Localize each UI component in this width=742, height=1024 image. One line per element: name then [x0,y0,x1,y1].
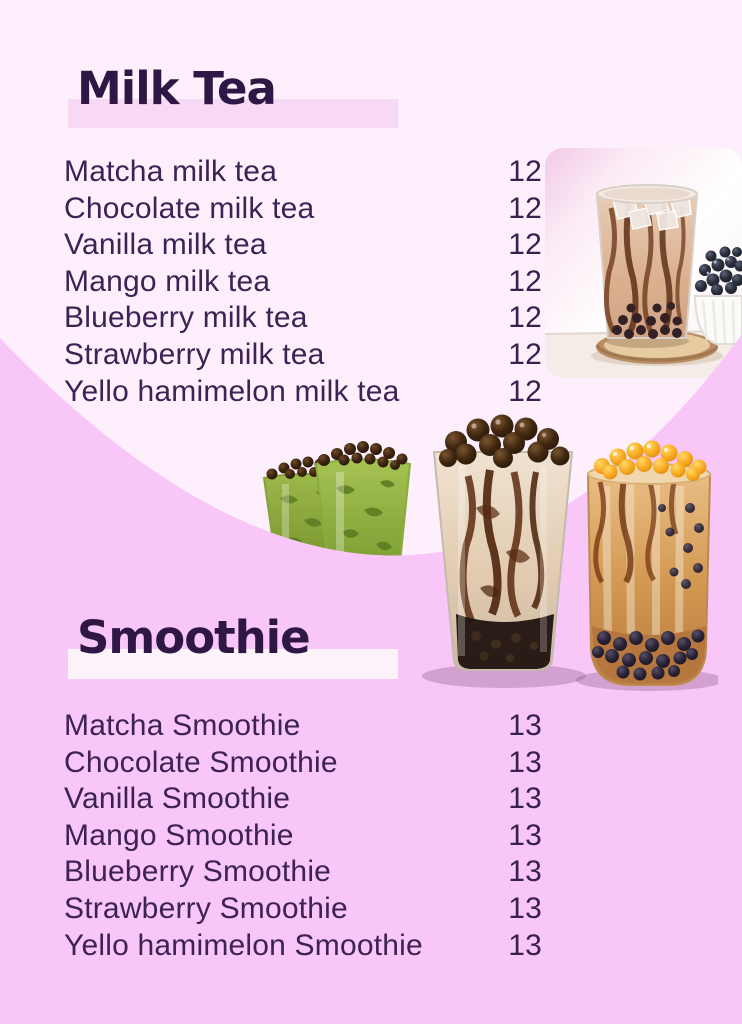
menu-item-row [64,300,542,337]
item-price: 12 [508,155,542,188]
item-name: Mango milk tea [64,264,271,298]
menu-item-row [64,708,542,745]
item-name: Yello hamimelon milk tea [64,374,400,408]
item-price: 12 [508,191,542,225]
item-price: 13 [508,891,542,925]
milk-tea-section-title: Milk Tea [77,62,276,115]
item-price: 13 [508,709,542,742]
item-price: 12 [508,228,542,262]
menu-item-row [64,374,542,411]
menu-item-row [64,191,542,228]
menu-item-row [64,854,542,891]
menu-item-row [64,928,542,965]
item-price: 13 [508,855,542,889]
menu-item-row [64,745,542,782]
menu-item-row [64,818,542,855]
smoothie-section-title: Smoothie [77,611,310,664]
item-name: Chocolate Smoothie [64,745,338,779]
item-name: Mango Smoothie [64,818,294,852]
milk-tea-list [64,154,542,410]
menu-item-row [64,154,542,191]
item-name: Strawberry Smoothie [64,891,348,925]
menu-item-row [64,264,542,301]
item-name: Matcha Smoothie [64,709,301,742]
menu-item-row [64,781,542,818]
item-name: Vanilla milk tea [64,228,267,262]
item-name: Vanilla Smoothie [64,782,291,816]
item-price: 13 [508,928,542,962]
item-name: Blueberry Smoothie [64,855,332,889]
item-price: 13 [508,818,542,852]
menu-item-row [64,337,542,374]
item-price: 13 [508,745,542,779]
item-name: Blueberry milk tea [64,301,308,335]
item-name: Matcha milk tea [64,155,278,188]
item-name: Yello hamimelon Smoothie [64,928,423,962]
item-price: 12 [508,374,542,408]
smoothie-list [64,708,542,964]
menu-item-row [64,891,542,928]
item-price: 12 [508,264,542,298]
item-price: 13 [508,782,542,816]
item-name: Strawberry milk tea [64,337,325,371]
item-price: 12 [508,337,542,371]
item-price: 12 [508,301,542,335]
menu-item-row [64,227,542,264]
item-name: Chocolate milk tea [64,191,315,225]
